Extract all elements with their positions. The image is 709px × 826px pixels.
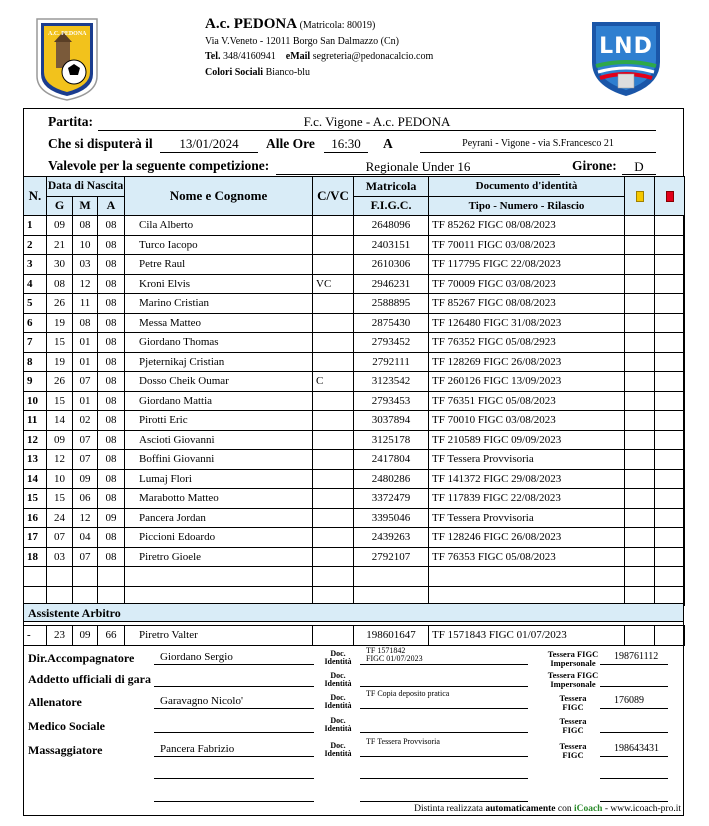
- birth-month: 07: [73, 372, 98, 392]
- red-card-cell: [655, 528, 685, 548]
- captain-mark: [313, 411, 354, 431]
- birth-year: 08: [98, 430, 125, 450]
- doc-label-2: Doc. Identità: [324, 671, 352, 688]
- red-card-cell: [655, 469, 685, 489]
- competition-value: Regionale Under 16: [365, 159, 471, 174]
- player-document: TF 76351 FIGC 05/08/2023: [429, 391, 625, 411]
- player-name: Petre Raul: [125, 255, 313, 275]
- doc-label-5: Doc. Identità: [324, 741, 352, 758]
- player-name: Marino Cristian: [125, 294, 313, 314]
- player-document: TF 85262 FIGC 08/08/2023: [429, 216, 625, 236]
- birth-month: 01: [73, 391, 98, 411]
- partita-label: Partita:: [48, 114, 93, 129]
- yellow-card-cell: [625, 391, 655, 411]
- table-row: [24, 508, 685, 528]
- medico-label: Medico Sociale: [28, 719, 105, 733]
- player-name: Giordano Thomas: [125, 333, 313, 353]
- accompagnatore-doc-2: FIGC 01/07/2023: [366, 654, 423, 663]
- assistant-row: [24, 626, 685, 646]
- birth-year: 08: [98, 216, 125, 236]
- player-matricola: 2403151: [354, 235, 429, 255]
- birth-year: 08: [98, 391, 125, 411]
- girone-label: Girone:: [572, 158, 617, 173]
- player-matricola: 2792111: [354, 352, 429, 372]
- massaggiatore-doc: TF Tessera Provvisoria: [366, 737, 440, 746]
- birth-day: 26: [47, 372, 73, 392]
- red-card-cell: [655, 489, 685, 509]
- allenatore-value: Garavagno Nicolo': [160, 695, 243, 707]
- player-document: TF 85267 FIGC 08/08/2023: [429, 294, 625, 314]
- allenatore-label: Allenatore: [28, 695, 82, 709]
- tessera-label-2: Tessera FIGC: [559, 716, 587, 735]
- birth-day: 15: [47, 333, 73, 353]
- doc-label-1: Doc. Identità: [324, 649, 352, 666]
- col-doc-sub: Tipo - Numero - Rilascio: [429, 196, 625, 216]
- player-name: Pjeternikaj Cristian: [125, 352, 313, 372]
- table-row: [24, 450, 685, 470]
- birth-day: 24: [47, 508, 73, 528]
- red-card-cell: [655, 216, 685, 236]
- yellow-card-cell: [625, 294, 655, 314]
- place-label: A: [383, 136, 393, 151]
- col-doc: Documento d'identità: [429, 177, 625, 197]
- player-name: Boffini Giovanni: [125, 450, 313, 470]
- assistant-table: [23, 625, 685, 646]
- yellow-card-cell: [625, 528, 655, 548]
- player-number: 7: [24, 333, 47, 353]
- player-name: Dosso Cheik Oumar: [125, 372, 313, 392]
- table-row: [24, 547, 685, 567]
- birth-year: 08: [98, 528, 125, 548]
- captain-mark: [313, 352, 354, 372]
- assistant-n: -: [24, 626, 47, 646]
- player-matricola: 2439263: [354, 528, 429, 548]
- allenatore-doc: TF Copia deposito pratica: [366, 689, 450, 698]
- player-document: TF Tessera Provvisoria: [429, 450, 625, 470]
- birth-year: 08: [98, 411, 125, 431]
- yellow-card-icon: [636, 191, 644, 202]
- allenatore-tessera: 176089: [614, 695, 644, 706]
- massaggiatore-tessera: 198643431: [614, 743, 659, 754]
- footer-auto: automaticamente: [485, 804, 556, 814]
- club-header: [205, 17, 433, 80]
- birth-month: 12: [73, 508, 98, 528]
- footer-site[interactable]: - www.icoach-pro.it: [604, 804, 681, 814]
- player-matricola: 3125178: [354, 430, 429, 450]
- player-document: TF 76352 FIGC 05/08/2923: [429, 333, 625, 353]
- yellow-card-cell: [625, 255, 655, 275]
- assistant-m: 09: [73, 626, 98, 646]
- player-name: Kroni Elvis: [125, 274, 313, 294]
- yellow-card-cell: [625, 274, 655, 294]
- birth-day: 26: [47, 294, 73, 314]
- birth-month: 03: [73, 255, 98, 275]
- massaggiatore-value: Pancera Fabrizio: [160, 743, 235, 755]
- yellow-card-cell: [625, 547, 655, 567]
- player-matricola: 3123542: [354, 372, 429, 392]
- player-matricola: 2793452: [354, 333, 429, 353]
- footer-with: con: [557, 804, 572, 814]
- player-number: 15: [24, 489, 47, 509]
- yellow-card-cell: [625, 450, 655, 470]
- captain-mark: [313, 294, 354, 314]
- birth-month: 01: [73, 333, 98, 353]
- table-row: [24, 391, 685, 411]
- red-card-cell: [655, 411, 685, 431]
- date-label: Che si disputerà il: [48, 136, 153, 151]
- partita-value: F.c. Vigone - A.c. PEDONA: [303, 114, 451, 129]
- birth-day: 08: [47, 274, 73, 294]
- red-card-cell: [655, 508, 685, 528]
- player-document: TF 117839 FIGC 22/08/2023: [429, 489, 625, 509]
- player-document: TF 70010 FIGC 03/08/2023: [429, 411, 625, 431]
- birth-day: 21: [47, 235, 73, 255]
- col-m: M: [73, 196, 98, 216]
- player-matricola: 2648096: [354, 216, 429, 236]
- col-dob: Data di Nascita: [47, 177, 125, 197]
- footer: [414, 804, 681, 814]
- red-card-cell: [655, 430, 685, 450]
- yellow-card-cell: [625, 372, 655, 392]
- table-row: [24, 216, 685, 236]
- club-tel: 348/4160941: [222, 51, 276, 62]
- table-row: [24, 333, 685, 353]
- birth-month: 07: [73, 547, 98, 567]
- player-number: 10: [24, 391, 47, 411]
- player-number: 6: [24, 313, 47, 333]
- player-name: Messa Matteo: [125, 313, 313, 333]
- col-yellow: [625, 177, 655, 216]
- player-number: 2: [24, 235, 47, 255]
- competition-label: Valevole per la seguente competizione:: [48, 158, 270, 173]
- red-card-cell: [655, 372, 685, 392]
- birth-year: 08: [98, 333, 125, 353]
- birth-month: 06: [73, 489, 98, 509]
- birth-day: 12: [47, 450, 73, 470]
- club-email[interactable]: segreteria@pedonacalcio.com: [312, 51, 434, 62]
- birth-day: 30: [47, 255, 73, 275]
- yellow-card-cell: [625, 216, 655, 236]
- tessera-impersonale-value: 198761112: [614, 651, 659, 662]
- player-name: Pancera Jordan: [125, 508, 313, 528]
- yellow-card-cell: [625, 489, 655, 509]
- player-matricola: 2610306: [354, 255, 429, 275]
- doc-label-4: Doc. Identità: [324, 716, 352, 733]
- yellow-card-cell: [625, 411, 655, 431]
- birth-day: 09: [47, 216, 73, 236]
- player-document: TF 76353 FIGC 05/08/2023: [429, 547, 625, 567]
- captain-mark: [313, 216, 354, 236]
- red-card-cell: [655, 235, 685, 255]
- red-card-cell: [655, 333, 685, 353]
- player-document: TF 260126 FIGC 13/09/2023: [429, 372, 625, 392]
- yellow-card-cell: [625, 313, 655, 333]
- captain-mark: VC: [313, 274, 354, 294]
- birth-month: 09: [73, 469, 98, 489]
- accompagnatore-value: Giordano Sergio: [160, 651, 233, 663]
- table-row: [24, 294, 685, 314]
- red-card-cell: [655, 391, 685, 411]
- captain-mark: [313, 313, 354, 333]
- birth-day: 10: [47, 469, 73, 489]
- massaggiatore-label: Massaggiatore: [28, 743, 103, 757]
- table-row: [24, 430, 685, 450]
- yellow-card-cell: [625, 430, 655, 450]
- player-number: 14: [24, 469, 47, 489]
- players-table: [23, 176, 685, 606]
- birth-year: 08: [98, 255, 125, 275]
- player-matricola: 2417804: [354, 450, 429, 470]
- birth-day: 19: [47, 352, 73, 372]
- birth-year: 08: [98, 489, 125, 509]
- footer-brand: iCoach: [573, 804, 603, 814]
- assistant-section: Assistente Arbitro: [23, 603, 684, 622]
- player-name: Piretro Gioele: [125, 547, 313, 567]
- club-logo-text: A.C. PEDONA: [48, 31, 87, 37]
- lnd-logo-text: LND: [599, 34, 653, 59]
- player-number: 1: [24, 216, 47, 236]
- player-matricola: 2588895: [354, 294, 429, 314]
- player-number: 11: [24, 411, 47, 431]
- birth-year: 08: [98, 450, 125, 470]
- tessera-label-1: Tessera FIGC: [559, 693, 587, 712]
- player-number: 3: [24, 255, 47, 275]
- player-number: 17: [24, 528, 47, 548]
- club-address: Via V.Veneto - 12011 Borgo San Dalmazzo (Cn): [205, 35, 399, 47]
- birth-month: 12: [73, 274, 98, 294]
- col-red: [655, 177, 685, 216]
- captain-mark: [313, 430, 354, 450]
- birth-month: 10: [73, 235, 98, 255]
- table-row: [24, 489, 685, 509]
- player-document: TF 70009 FIGC 03/08/2023: [429, 274, 625, 294]
- birth-month: 04: [73, 528, 98, 548]
- player-number: 5: [24, 294, 47, 314]
- player-matricola: 2946231: [354, 274, 429, 294]
- col-figc: F.I.G.C.: [354, 196, 429, 216]
- player-matricola: 2792107: [354, 547, 429, 567]
- player-name: Ascioti Giovanni: [125, 430, 313, 450]
- birth-month: 11: [73, 294, 98, 314]
- club-logo: [34, 16, 100, 102]
- player-name: Piccioni Edoardo: [125, 528, 313, 548]
- captain-mark: [313, 333, 354, 353]
- birth-day: 14: [47, 411, 73, 431]
- player-document: TF 117795 FIGC 22/08/2023: [429, 255, 625, 275]
- red-card-cell: [655, 274, 685, 294]
- birth-year: 08: [98, 469, 125, 489]
- table-row: [24, 352, 685, 372]
- table-row: [24, 411, 685, 431]
- captain-mark: [313, 450, 354, 470]
- player-number: 8: [24, 352, 47, 372]
- captain-mark: [313, 391, 354, 411]
- player-document: TF Tessera Provvisoria: [429, 508, 625, 528]
- tessera-impersonale-label-1: Tessera FIGC Impersonale: [547, 649, 599, 668]
- assistant-a: 66: [98, 626, 125, 646]
- player-document: TF 210589 FIGC 09/09/2023: [429, 430, 625, 450]
- player-name: Marabotto Matteo: [125, 489, 313, 509]
- red-card-cell: [655, 450, 685, 470]
- col-n: N.: [24, 177, 47, 216]
- player-document: TF 141372 FIGC 29/08/2023: [429, 469, 625, 489]
- yellow-card-cell: [625, 333, 655, 353]
- birth-day: 15: [47, 489, 73, 509]
- player-number: 13: [24, 450, 47, 470]
- yellow-card-cell: [625, 235, 655, 255]
- birth-day: 07: [47, 528, 73, 548]
- red-card-cell: [655, 313, 685, 333]
- table-row: [24, 235, 685, 255]
- player-document: TF 128269 FIGC 26/08/2023: [429, 352, 625, 372]
- player-matricola: 3395046: [354, 508, 429, 528]
- player-name: Cila Alberto: [125, 216, 313, 236]
- tessera-impersonale-label-2: Tessera FIGC Impersonale: [547, 670, 599, 689]
- table-row: [24, 255, 685, 275]
- email-label: eMail: [285, 51, 311, 62]
- birth-year: 08: [98, 547, 125, 567]
- table-row: [24, 469, 685, 489]
- assistant-name: Piretro Valter: [125, 626, 313, 646]
- player-matricola: 2480286: [354, 469, 429, 489]
- player-number: 18: [24, 547, 47, 567]
- player-matricola: 2875430: [354, 313, 429, 333]
- birth-year: 09: [98, 508, 125, 528]
- birth-day: 19: [47, 313, 73, 333]
- col-cvc: C/VC: [313, 177, 354, 216]
- empty-row: [24, 567, 685, 587]
- birth-year: 08: [98, 372, 125, 392]
- birth-year: 08: [98, 352, 125, 372]
- assistant-doc: TF 1571843 FIGC 01/07/2023: [429, 626, 625, 646]
- captain-mark: [313, 547, 354, 567]
- birth-month: 08: [73, 313, 98, 333]
- captain-mark: [313, 489, 354, 509]
- birth-day: 15: [47, 391, 73, 411]
- col-matricola: Matricola: [354, 177, 429, 197]
- table-row: [24, 528, 685, 548]
- match-place: Peyrani - Vigone - via S.Francesco 21: [462, 138, 614, 149]
- accompagnatore-doc-1: TF 1571842: [366, 646, 406, 655]
- colors-label: Colori Sociali: [205, 66, 264, 78]
- yellow-card-cell: [625, 352, 655, 372]
- birth-year: 08: [98, 294, 125, 314]
- player-matricola: 2793453: [354, 391, 429, 411]
- time-label: Alle Ore: [266, 136, 315, 151]
- player-document: TF 128246 FIGC 26/08/2023: [429, 528, 625, 548]
- doc-label-3: Doc. Identità: [324, 693, 352, 710]
- red-card-cell: [655, 294, 685, 314]
- birth-month: 02: [73, 411, 98, 431]
- birth-day: 09: [47, 430, 73, 450]
- col-name: Nome e Cognome: [125, 177, 313, 216]
- footer-prefix: Distinta realizzata: [414, 804, 483, 814]
- captain-mark: C: [313, 372, 354, 392]
- yellow-card-cell: [625, 508, 655, 528]
- player-document: TF 126480 FIGC 31/08/2023: [429, 313, 625, 333]
- birth-year: 08: [98, 313, 125, 333]
- player-name: Giordano Mattia: [125, 391, 313, 411]
- captain-mark: [313, 469, 354, 489]
- birth-month: 07: [73, 450, 98, 470]
- club-name: A.c. PEDONA: [205, 16, 298, 32]
- club-colors: Bianco-blu: [265, 66, 310, 78]
- birth-month: 08: [73, 216, 98, 236]
- player-matricola: 3037894: [354, 411, 429, 431]
- captain-mark: [313, 508, 354, 528]
- table-row: [24, 274, 685, 294]
- player-number: 12: [24, 430, 47, 450]
- club-matricola: (Matricola: 80019): [299, 20, 376, 31]
- birth-month: 07: [73, 430, 98, 450]
- red-card-cell: [655, 352, 685, 372]
- yellow-card-cell: [625, 469, 655, 489]
- birth-day: 03: [47, 547, 73, 567]
- tessera-label-3: Tessera FIGC: [559, 741, 587, 760]
- table-row: [24, 372, 685, 392]
- col-g: G: [47, 196, 73, 216]
- col-a: A: [98, 196, 125, 216]
- red-card-icon: [666, 191, 674, 202]
- player-name: Pirotti Eric: [125, 411, 313, 431]
- match-time: 16:30: [331, 136, 361, 151]
- accompagnatore-label: Dir.Accompagnatore: [28, 651, 135, 665]
- table-row: [24, 313, 685, 333]
- player-number: 9: [24, 372, 47, 392]
- players-body: [24, 216, 685, 606]
- tel-label: Tel.: [205, 51, 221, 62]
- match-date: 13/01/2024: [179, 136, 239, 151]
- player-name: Turco Iacopo: [125, 235, 313, 255]
- red-card-cell: [655, 255, 685, 275]
- lnd-logo: [588, 18, 664, 98]
- birth-month: 01: [73, 352, 98, 372]
- addetto-label: Addetto ufficiali di gara: [28, 672, 151, 686]
- player-matricola: 3372479: [354, 489, 429, 509]
- birth-year: 08: [98, 274, 125, 294]
- red-card-cell: [655, 547, 685, 567]
- assistant-g: 23: [47, 626, 73, 646]
- player-number: 16: [24, 508, 47, 528]
- player-document: TF 70011 FIGC 03/08/2023: [429, 235, 625, 255]
- assistant-matricola: 198601647: [354, 626, 429, 646]
- player-name: Lumaj Flori: [125, 469, 313, 489]
- girone-value: D: [634, 159, 644, 174]
- captain-mark: [313, 255, 354, 275]
- captain-mark: [313, 235, 354, 255]
- captain-mark: [313, 528, 354, 548]
- player-number: 4: [24, 274, 47, 294]
- birth-year: 08: [98, 235, 125, 255]
